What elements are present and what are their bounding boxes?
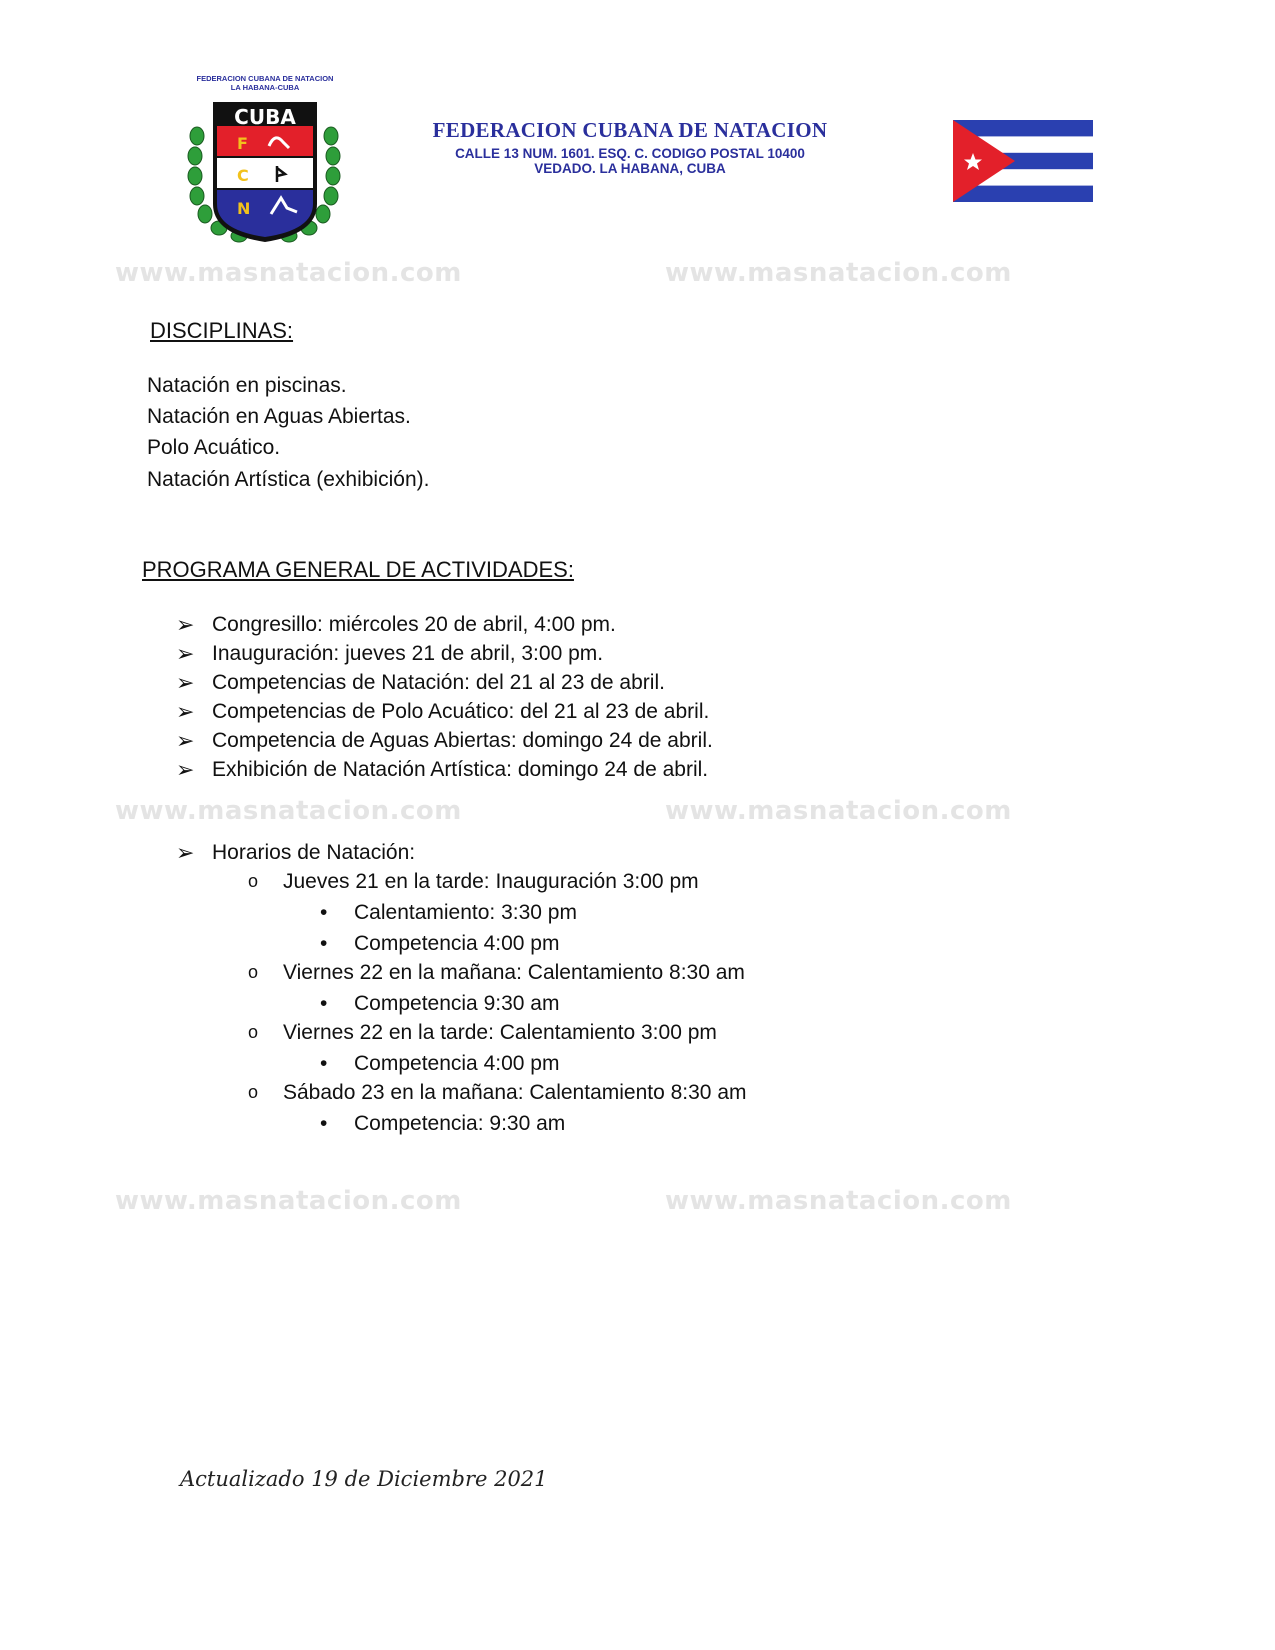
dot-bullet-icon: • [320, 992, 328, 1015]
federation-logo [185, 74, 345, 254]
programa-item: Competencia de Aguas Abiertas: domingo 24 de abril. [212, 729, 713, 752]
programa-item: Inauguración: jueves 21 de abril, 3:00 pm. [212, 642, 604, 665]
dot-bullet-icon: • [320, 1052, 328, 1075]
horarios-heading: Horarios de Natación: [212, 841, 416, 864]
programa-item: Competencias de Natación: del 21 al 23 de abril. [212, 671, 665, 694]
dot-bullet-icon: • [320, 932, 328, 955]
watermark: www.masnatacion.com [115, 796, 462, 826]
arrow-bullet-icon: ➢ [176, 728, 195, 753]
disciplina-item: Natación en piscinas. [147, 374, 347, 397]
disciplina-item: Natación en Aguas Abiertas. [147, 405, 411, 428]
dot-bullet-icon: • [320, 901, 328, 924]
programa-heading: PROGRAMA GENERAL DE ACTIVIDADES: [142, 557, 574, 582]
circle-bullet-icon: o [248, 962, 259, 982]
org-address: CALLE 13 NUM. 1601. ESQ. C. CODIGO POSTAL 10400 [455, 146, 805, 161]
arrow-bullet-icon: ➢ [176, 699, 195, 724]
shield-text: CUBA [234, 105, 296, 129]
watermark: www.masnatacion.com [665, 258, 1012, 288]
disciplina-item: Natación Artística (exhibición). [147, 468, 430, 491]
arrow-bullet-icon: ➢ [176, 641, 195, 666]
circle-bullet-icon: o [248, 1082, 259, 1102]
horario-item: Calentamiento: 3:30 pm [354, 901, 577, 924]
arrow-bullet-icon: ➢ [176, 670, 195, 695]
circle-bullet-icon: o [248, 871, 259, 891]
watermark: www.masnatacion.com [665, 796, 1012, 826]
horario-item: Competencia 9:30 am [354, 992, 560, 1015]
horario-item: Competencia: 9:30 am [354, 1112, 566, 1135]
horario-day: Jueves 21 en la tarde: Inauguración 3:00 pm [283, 870, 699, 893]
watermark: www.masnatacion.com [665, 1186, 1012, 1216]
logo-caption: LA HABANA-CUBA [230, 83, 300, 92]
circle-bullet-icon: o [248, 1022, 259, 1042]
watermark: www.masnatacion.com [115, 1186, 462, 1216]
horario-day: Viernes 22 en la mañana: Calentamiento 8:30 am [283, 961, 745, 984]
programa-item: Competencias de Polo Acuático: del 21 al 23 de abril. [212, 700, 710, 723]
horario-item: Competencia 4:00 pm [354, 1052, 560, 1075]
shield-icon [185, 74, 345, 254]
logo-letter: F [237, 134, 248, 153]
logo-caption: FEDERACION CUBANA DE NATACION [196, 74, 334, 83]
programa-item: Congresillo: miércoles 20 de abril, 4:00 pm. [212, 613, 616, 636]
horario-day: Viernes 22 en la tarde: Calentamiento 3:00 pm [283, 1021, 717, 1044]
cuba-flag-icon [953, 120, 1093, 202]
horario-day: Sábado 23 en la mañana: Calentamiento 8:30 am [283, 1081, 747, 1104]
letterhead [420, 118, 840, 176]
org-address: VEDADO. LA HABANA, CUBA [534, 161, 726, 176]
arrow-bullet-icon: ➢ [176, 840, 195, 865]
org-title: FEDERACION CUBANA DE NATACION [432, 118, 828, 142]
horario-item: Competencia 4:00 pm [354, 932, 560, 955]
arrow-bullet-icon: ➢ [176, 612, 195, 637]
dot-bullet-icon: • [320, 1112, 328, 1135]
disciplinas-heading: DISCIPLINAS: [150, 318, 294, 343]
watermark: www.masnatacion.com [115, 258, 462, 288]
logo-letter: N [237, 199, 251, 218]
logo-letter: C [237, 166, 249, 185]
updated-date: Actualizado 19 de Diciembre 2021 [180, 1467, 548, 1491]
programa-item: Exhibición de Natación Artística: domingo 24 de abril. [212, 758, 709, 781]
arrow-bullet-icon: ➢ [176, 757, 195, 782]
disciplina-item: Polo Acuático. [147, 436, 281, 459]
